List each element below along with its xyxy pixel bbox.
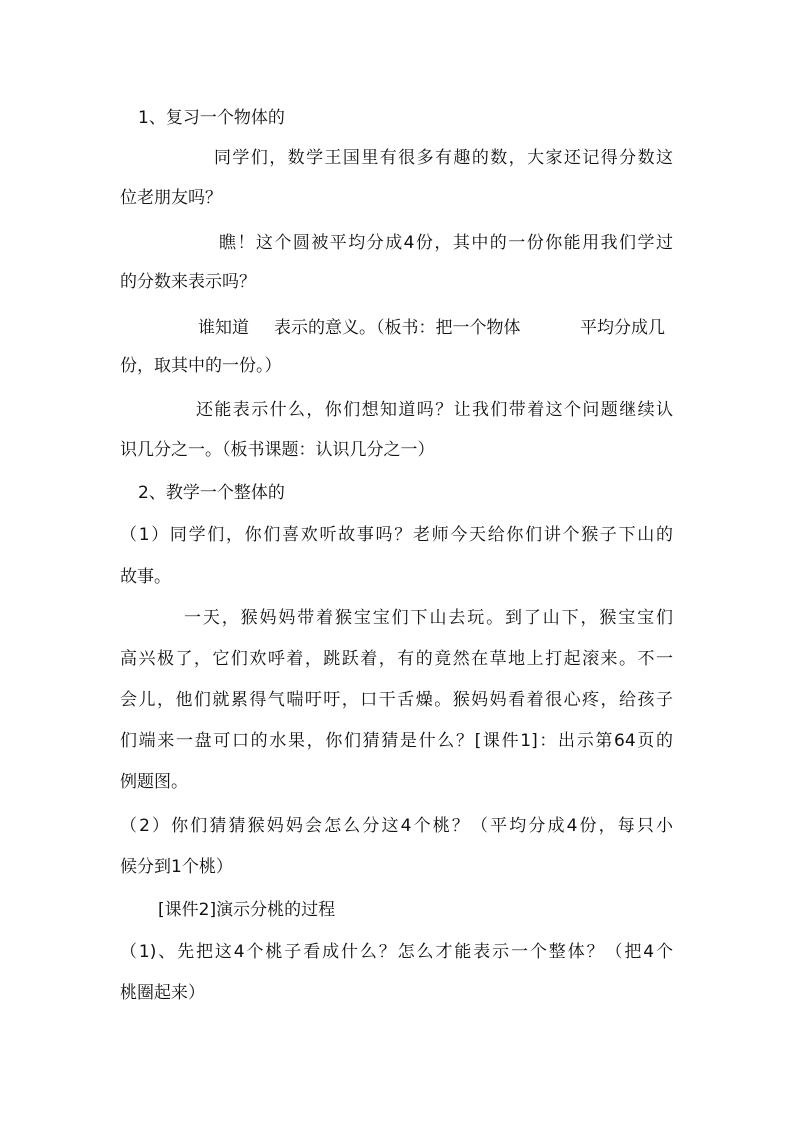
- paragraph-line: 识几分之一。（板书课题：认识几分之一）: [120, 440, 435, 460]
- paragraph-line: 会儿，他们就累得气喘吁吁，口干舌燥。猴妈妈看着很心疼，给孩子: [120, 690, 673, 710]
- paragraph-line: 份，取其中的一份。）: [120, 356, 282, 376]
- paragraph-line: 候分到1个桃）: [120, 857, 233, 877]
- paragraph-line: 的分数来表示吗？: [120, 272, 256, 292]
- paragraph-line: 谁知道: [198, 318, 249, 338]
- paragraph-line: 同学们，数学王国里有很多有趣的数，大家还记得分数这: [214, 148, 673, 168]
- paragraph-line: 平均分成几: [580, 318, 665, 338]
- paragraph-line: 一天，猴妈妈带着猴宝宝们下山去玩。到了山下，猴宝宝们: [184, 608, 673, 628]
- heading-2: 2、教学一个整体的: [138, 483, 285, 503]
- paragraph-line: （1)、先把这4个桃子看成什么？怎么才能表示一个整体？（把4个: [120, 942, 673, 962]
- paragraph-line: 位老朋友吗？: [120, 188, 222, 208]
- paragraph-line: 还能表示什么，你们想知道吗？让我们带着这个问题继续认: [196, 400, 673, 420]
- paragraph-line: 桃圈起来）: [120, 983, 205, 1003]
- paragraph-line: 们端来一盘可口的水果，你们猜猜是什么？[课件1]：出示第64页的: [120, 731, 673, 751]
- paragraph-line: 例题图。: [120, 772, 188, 792]
- paragraph-line: （2）你们猜猜猴妈妈会怎么分这4个桃？（平均分成4份，每只小: [120, 816, 673, 836]
- paragraph-line: 故事。: [120, 567, 171, 587]
- paragraph-line: [课件2]演示分桃的过程: [158, 900, 336, 920]
- paragraph-line: （1）同学们，你们喜欢听故事吗？老师今天给你们讲个猴子下山的: [120, 525, 673, 545]
- paragraph-line: 瞧！这个圆被平均分成4份，其中的一份你能用我们学过: [219, 233, 673, 253]
- paragraph-line: 高兴极了，它们欢呼着，跳跃着，有的竟然在草地上打起滚来。不一: [120, 649, 673, 669]
- paragraph-line: 表示的意义。（板书：把一个物体: [274, 318, 521, 338]
- heading-1: 1、复习一个物体的: [138, 108, 285, 128]
